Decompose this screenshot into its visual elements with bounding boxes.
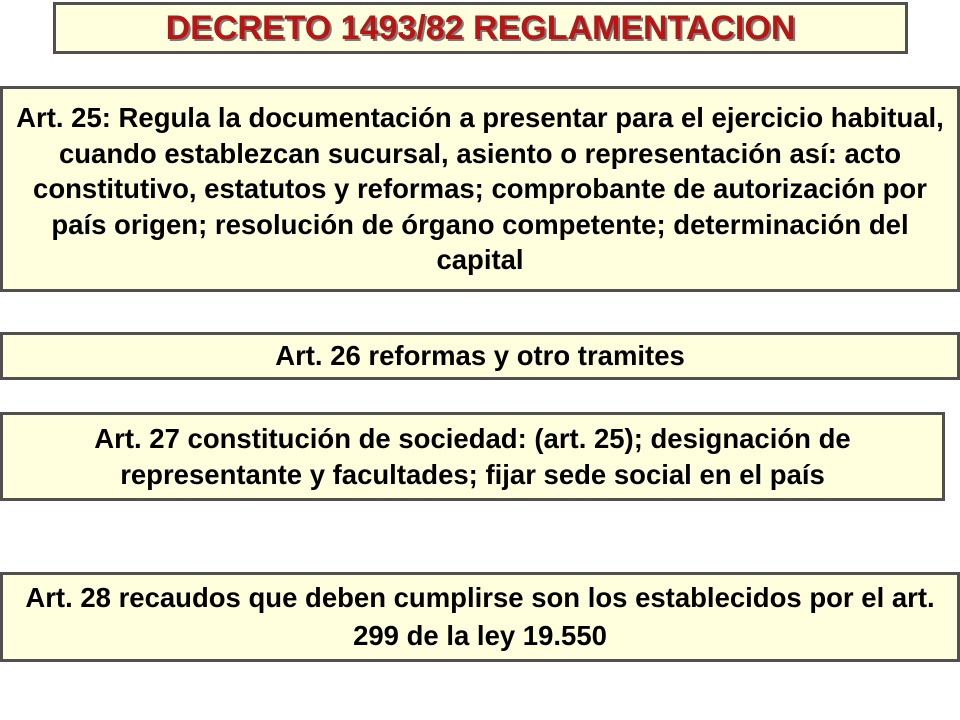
article-25-box — [0, 86, 960, 292]
slide-title: DECRETO 1493/82 REGLAMENTACION — [165, 8, 796, 47]
article-26-box — [0, 332, 960, 380]
article-25-text: Art. 25: Regula la documentación a presentar para el ejercicio habitual, cuando establezcan sucursal, asiento o representación así: acto constitutivo, estatutos y reformas; comprobante de autorización por país origen; resolución de órgano competente; determinación del capital — [16, 102, 944, 276]
article-28-box — [0, 572, 960, 662]
article-27-text: Art. 27 constitución de sociedad: (art. 25); designación de representante y facultades; fijar sede social en el país — [94, 422, 851, 490]
article-27-box — [0, 412, 945, 501]
article-26-text: Art. 26 reformas y otro tramites — [275, 340, 685, 371]
article-28-text: Art. 28 recaudos que deben cumplirse son los establecidos por el art. 299 de la ley 19.550 — [25, 582, 935, 651]
title-box — [53, 2, 908, 54]
